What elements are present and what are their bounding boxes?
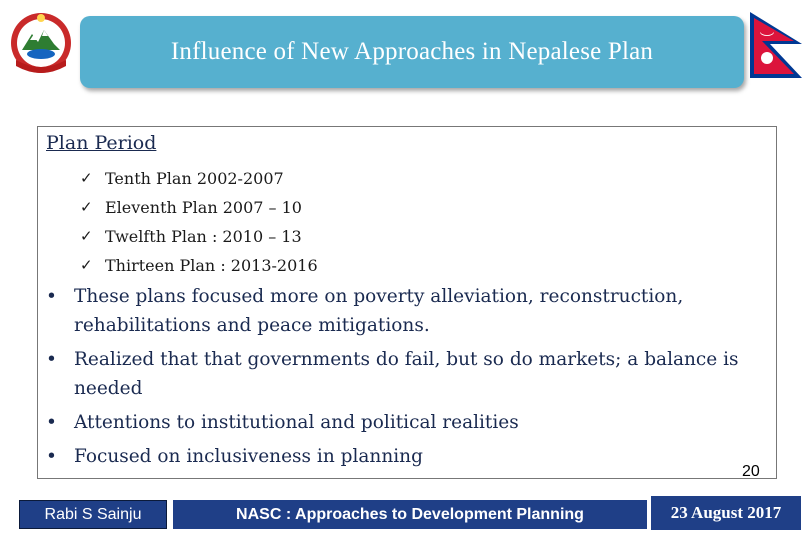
nepal-emblem-icon xyxy=(8,10,74,76)
footer-author-text: Rabi S Sainju xyxy=(44,505,142,523)
check-icon: ✓ xyxy=(80,169,93,187)
nepal-flag-icon xyxy=(748,10,806,80)
bullet-item xyxy=(46,345,776,403)
list-item xyxy=(80,164,318,193)
footer-author xyxy=(19,500,167,529)
footer-date xyxy=(651,496,801,530)
list-item xyxy=(80,251,318,280)
bullet-text: Attentions to institutional and political realities xyxy=(74,412,519,433)
list-item-text: Tenth Plan 2002-2007 xyxy=(105,169,284,188)
slide-title-bar xyxy=(80,16,744,88)
bullet-text: Focused on inclusiveness in planning xyxy=(74,446,423,467)
bullet-icon: • xyxy=(46,412,57,433)
list-item xyxy=(80,222,318,251)
plan-checklist xyxy=(80,164,318,280)
list-item-text: Eleventh Plan 2007 – 10 xyxy=(105,198,302,217)
footer-date-text: 23 August 2017 xyxy=(670,503,782,522)
check-icon: ✓ xyxy=(80,256,93,274)
list-item xyxy=(80,193,318,222)
bullet-item xyxy=(46,408,776,437)
page-number: 20 xyxy=(742,463,760,480)
bullet-icon: • xyxy=(46,286,57,307)
bullet-text: Realized that that governments do fail, but so do markets; a balance is needed xyxy=(74,349,739,399)
list-item-text: Twelfth Plan : 2010 – 13 xyxy=(105,227,302,246)
bullet-icon: • xyxy=(46,349,57,370)
footer-event-text: NASC : Approaches to Development Planning xyxy=(236,505,584,523)
bullet-item xyxy=(46,442,776,471)
check-icon: ✓ xyxy=(80,227,93,245)
plan-period-heading: Plan Period xyxy=(46,132,157,154)
check-icon: ✓ xyxy=(80,198,93,216)
bullet-item xyxy=(46,282,776,340)
bullet-text: These plans focused more on poverty alleviation, reconstruction, rehabilitations and peace mitigations. xyxy=(74,286,684,336)
bullet-icon: • xyxy=(46,446,57,467)
slide-title: Influence of New Approaches in Nepalese Plan xyxy=(170,38,654,65)
list-item-text: Thirteen Plan : 2013-2016 xyxy=(105,256,318,275)
bullet-list xyxy=(46,282,776,476)
footer-event xyxy=(173,500,647,529)
